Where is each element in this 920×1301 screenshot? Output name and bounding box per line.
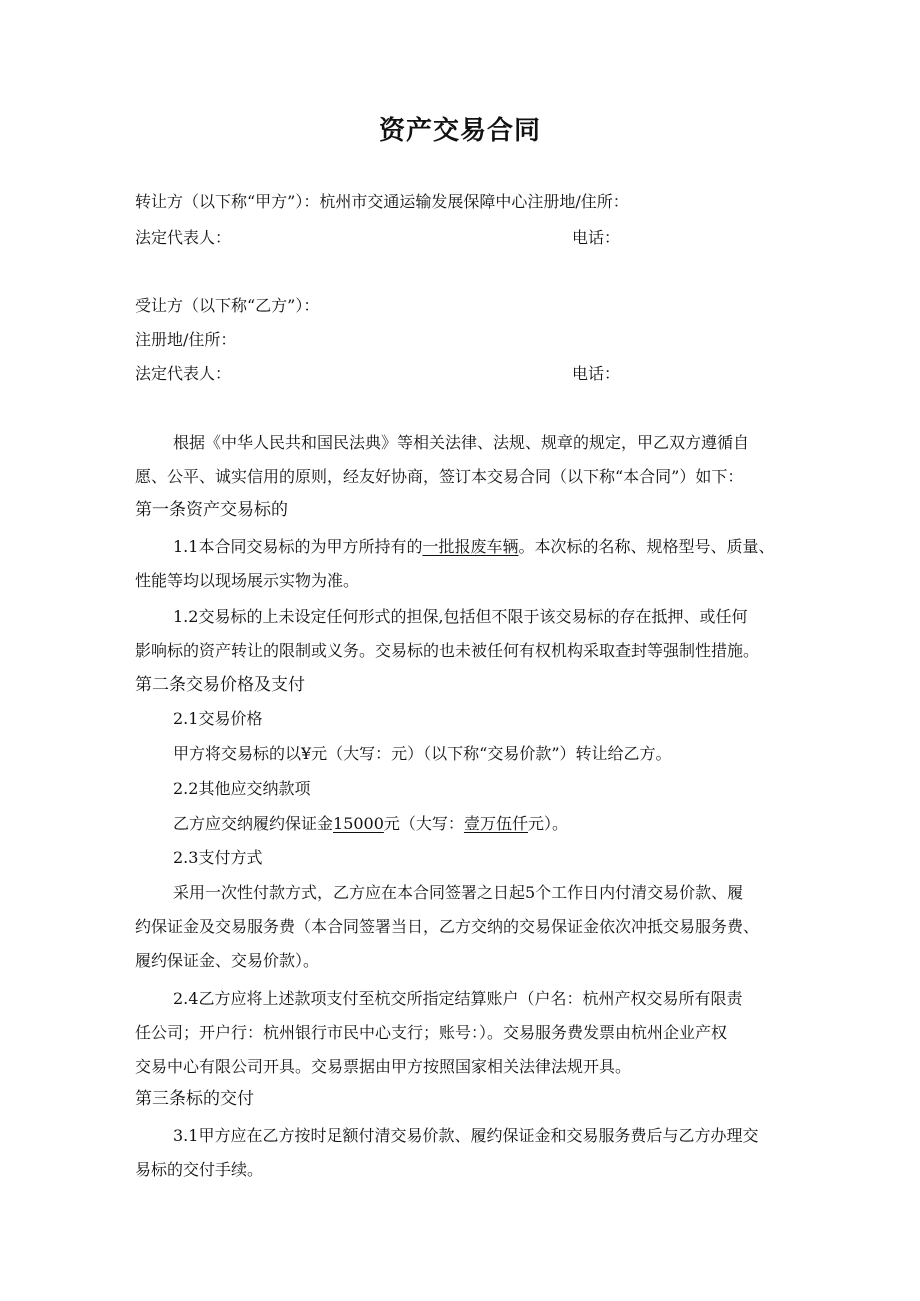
deposit-amount-words: 壹万伍仟 (463, 814, 528, 833)
clause-2-2-title: 2.2其他应交纳款项 (173, 779, 311, 798)
clause-2-4-line-2: 任公司；开户行：杭州银行市民中心支行；账号：）。交易服务费发票由杭州企业产权 (135, 1023, 728, 1042)
party-b-address-label: 注册地/住所： (135, 330, 237, 349)
clause-2-2-text (173, 812, 568, 836)
party-a-rep-label: 法定代表人： (135, 228, 232, 247)
clause-2-4-line-3: 交易中心有限公司开具。交易票据由甲方按照国家相关法律法规开具。 (135, 1057, 632, 1076)
article-2-heading: 第二条交易价格及支付 (135, 675, 305, 695)
clause-2-2-suffix: 元）。 (527, 814, 568, 833)
article-3-heading: 第三条标的交付 (135, 1089, 254, 1109)
clause-1-2-line-2: 影响标的资产转让的限制或义务。交易标的也未被任何有权机构采取查封等强制性措施。 (135, 641, 760, 660)
clause-1-2-line-1: 1.2交易标的上未设定任何形式的担保,包括但不限于该交易标的存在抵押、或任何 (173, 607, 748, 626)
clause-2-2-mid: 元（大写： (383, 814, 464, 833)
article-1-heading: 第一条资产交易标的 (135, 500, 288, 520)
clause-2-4-line-1: 2.4乙方应将上述款项支付至杭交所指定结算账户（户名：杭州产权交易所有限责 (173, 989, 743, 1008)
clause-2-2-prefix: 乙方应交纳履约保证金 (173, 814, 334, 833)
preamble-line-2: 愿、公平、诚实信用的原则，经友好协商，签订本交易合同（以下称“本合同”）如下： (135, 467, 744, 486)
party-b-rep-label: 法定代表人： (135, 364, 232, 383)
preamble-line-1: 根据《中华人民共和国民法典》等相关法律、法规、规章的规定，甲乙双方遵循自 (173, 433, 750, 452)
clause-2-1-text: 甲方将交易标的以¥元（大写：元）（以下称“交易价款”）转让给乙方。 (173, 744, 672, 763)
clause-1-1-prefix: 1.1本合同交易标的为甲方所持有的 (173, 537, 423, 556)
party-b-line: 受让方（以下称“乙方”）： (135, 296, 320, 315)
clause-2-1-title: 2.1交易价格 (173, 709, 263, 728)
clause-3-1-line-1: 3.1甲方应在乙方按时足额付清交易价款、履约保证金和交易服务费后与乙方办理交 (173, 1126, 759, 1145)
clause-1-1-cont: 性能等均以现场展示实物为准。 (135, 571, 360, 590)
clause-1-1 (173, 535, 774, 559)
clause-3-1-line-2: 易标的交付手续。 (135, 1160, 264, 1179)
clause-1-1-suffix: 。本次标的名称、规格型号、质量、 (518, 537, 775, 556)
deposit-amount: 15000 (333, 814, 384, 833)
clause-2-3-line-2: 约保证金及交易服务费（本合同签署当日，乙方交纳的交易保证金依次冲抵交易服务费、 (135, 917, 760, 936)
clause-2-3-title: 2.3支付方式 (173, 848, 263, 867)
party-a-line: 转让方（以下称“甲方”）：杭州市交通运输发展保障中心注册地/住所： (135, 192, 629, 211)
clause-2-3-line-1: 采用一次性付款方式，乙方应在本合同签署之日起5个工作日内付清交易价款、履 (173, 883, 744, 902)
party-a-phone-label: 电话： (572, 228, 621, 247)
clause-2-3-line-3: 履约保证金、交易价款）。 (135, 951, 320, 970)
document-title: 资产交易合同 (378, 116, 541, 146)
clause-1-1-subject: 一批报废车辆 (422, 537, 519, 556)
party-b-phone-label: 电话： (572, 364, 621, 383)
